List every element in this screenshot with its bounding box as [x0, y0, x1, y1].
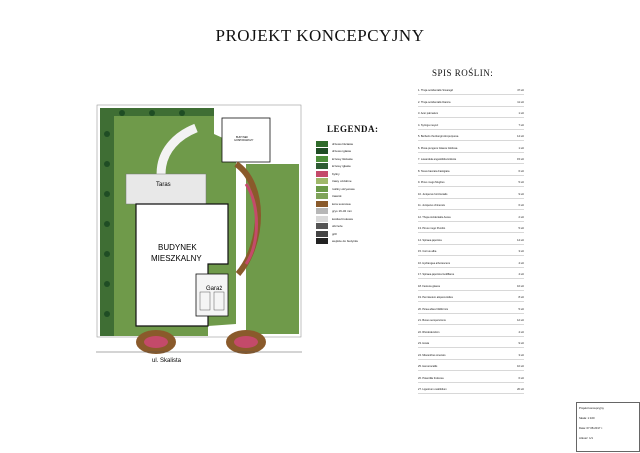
plant-qty: 11 szt: [517, 100, 524, 104]
legend-swatch: [316, 148, 328, 154]
plant-row: [418, 157, 524, 164]
plant-row: [418, 376, 524, 383]
plant-row: [418, 318, 524, 325]
legend-item: [316, 178, 352, 185]
plant-row: [418, 261, 524, 268]
plant-qty: 12 szt: [517, 319, 524, 322]
legend-swatch: [316, 171, 328, 177]
legend-item: [316, 185, 355, 192]
legend-label: grys 16-32 mm: [332, 209, 353, 213]
title-block: [576, 402, 640, 452]
bottom-bed-left-inner: [144, 336, 168, 348]
plant-name: 18. Festuca glauca: [418, 284, 440, 288]
plant-row: [418, 100, 524, 107]
legend-label: kora sosnowa: [332, 201, 351, 206]
plant-qty: 2 szt: [518, 215, 524, 219]
plant-name: 26. Potentilla fruticosa: [418, 376, 444, 380]
plant-qty: 6 szt: [518, 169, 524, 173]
legend-swatch: [316, 201, 328, 207]
street-label: ul. Skalista: [152, 358, 182, 364]
legend-item: [316, 208, 352, 215]
plant-row: [418, 249, 524, 256]
plant-row: [418, 238, 524, 245]
plant-row: [418, 88, 524, 95]
plant-name: 8. Taxus baccata Fastigiata: [418, 169, 450, 173]
plant-row: [418, 123, 524, 130]
legend-title: LEGENDA:: [327, 124, 379, 134]
building-label-line2: MIESZKALNY: [151, 254, 202, 263]
legend-item: [316, 148, 351, 155]
plant-name: 25. Hemerocallis: [418, 365, 438, 368]
shed-label-line1: BUDYNEK: [236, 136, 249, 139]
legend-swatch: [316, 231, 328, 237]
legend-label: wejście do budynku: [332, 239, 359, 243]
legend-swatch: [316, 238, 328, 244]
plant-qty: 14 szt: [517, 238, 524, 242]
legend-item: [316, 230, 337, 237]
legend-swatch: [316, 186, 328, 192]
plant-row: [418, 341, 524, 348]
plant-qty: 6 szt: [518, 376, 524, 380]
plant-row: [418, 111, 524, 118]
legend-label: krzewy liściaste: [332, 156, 353, 161]
legend-swatch: [316, 208, 328, 214]
plant-qty: 20 szt: [517, 388, 524, 391]
plant-name: 10. Juniperus horizontalis: [418, 192, 448, 196]
plant-name: 17. Spiraea japonica Goldflame: [418, 273, 455, 276]
plant-qty: 5 szt: [518, 181, 524, 184]
plant-row: [418, 284, 524, 291]
plant-name: 23. Hosta: [418, 342, 430, 345]
plant-name: 27. Ligustrum ovalifolium: [418, 388, 447, 391]
legend-item: [316, 170, 340, 177]
plant-qty: 3 szt: [518, 250, 524, 253]
plant-qty: 4 szt: [518, 330, 524, 334]
plant-row: [418, 192, 524, 199]
plant-row: [418, 203, 524, 210]
plant-row: [418, 146, 524, 153]
plant-row: [418, 387, 524, 394]
plant-row: [418, 226, 524, 233]
plant-name: 20. Picea abies Nidiformis: [418, 307, 448, 311]
legend-swatch: [316, 156, 328, 162]
legend-item: [316, 215, 353, 222]
plant-qty: 4 szt: [518, 261, 524, 265]
plant-row: [418, 295, 524, 302]
legend-label: krzewy iglaste: [332, 164, 351, 168]
plant-qty: 10 szt: [517, 365, 524, 368]
plant-name: 9. Pinus mugo Mughus: [418, 181, 445, 184]
legend-label: drzewo iglaste: [332, 149, 352, 153]
plant-qty: 14 szt: [517, 135, 524, 138]
plant-row: [418, 169, 524, 176]
plant-row: [418, 272, 524, 279]
title-block-row: Projekt koncepcyjny: [579, 406, 604, 410]
legend-label: byliny: [332, 171, 340, 176]
site-plan: [96, 104, 302, 366]
plant-qty: 16 szt: [517, 284, 524, 288]
plant-name: 4. Syringa meyeri: [418, 123, 439, 127]
plant-name: 15. Cornus alba: [418, 250, 437, 253]
plant-name: 22. Rhododendron: [418, 330, 440, 334]
bottom-bed-right-inner: [234, 336, 258, 348]
plants-title: SPIS ROŚLIN:: [432, 68, 494, 78]
plant-name: 24. Miscanthus sinensis: [418, 353, 446, 357]
plant-row: [418, 180, 524, 187]
plant-qty: 3 szt: [518, 353, 524, 357]
legend-label: trawy ozdobne: [332, 179, 352, 183]
legend-swatch: [316, 193, 328, 199]
plant-qty: 7 szt: [518, 123, 524, 127]
plant-qty: 9 szt: [518, 192, 524, 196]
building-label-line1: BUDYNEK: [158, 243, 197, 252]
plant-name: 19. Pennisetum alopecuroides: [418, 296, 453, 299]
terrace-label: Taras: [156, 182, 171, 188]
plant-qty: 47 szt: [517, 89, 524, 92]
hedge-top: [100, 108, 214, 116]
plant-name: 12. Thuja occidentalis Aurea: [418, 215, 451, 219]
legend-label: grill: [332, 231, 337, 236]
plant-name: 7. Lavandula angustifolia Hidcote: [418, 158, 457, 161]
legend-item: [316, 238, 358, 245]
page-title: PROJEKT KONCEPCYJNY: [215, 26, 425, 45]
legend-label: trawnik: [332, 194, 342, 198]
plant-name: 11. Juniperus chinensis: [418, 204, 445, 207]
plant-name: 13. Pinus mugo Pumilio: [418, 227, 446, 230]
title-block-row: Skala: 1:100: [579, 416, 595, 420]
plant-name: 3. Acer palmatum: [418, 112, 439, 115]
garage-label: Garaż: [206, 286, 223, 292]
plant-row: [418, 134, 524, 141]
legend-label: obrzeże: [332, 224, 343, 228]
legend-item: [316, 155, 353, 162]
terrace: [126, 174, 206, 204]
plant-qty: 9 szt: [518, 342, 524, 345]
plant-qty: 5 szt: [518, 227, 524, 230]
shed-label-line2: GOSPODARCZY: [234, 139, 254, 142]
plant-qty: 15 szt: [517, 158, 524, 161]
legend-swatch: [316, 223, 328, 229]
plant-name: 2. Thuja occidentalis Danica: [418, 100, 451, 104]
plant-row: [418, 353, 524, 360]
legend-swatch: [316, 141, 328, 147]
legend-item: [316, 223, 343, 230]
plant-name: 1. Thuja occidentalis Smaragd: [418, 89, 453, 92]
plant-row: [418, 215, 524, 222]
plant-name: 21. Buxus sempervirens: [418, 319, 446, 322]
legend-swatch: [316, 178, 328, 184]
plant-qty: 8 szt: [518, 296, 524, 299]
plant-qty: 4 szt: [518, 273, 524, 276]
legend-swatch: [316, 216, 328, 222]
legend-item: [316, 200, 351, 207]
legend-item: [316, 163, 351, 170]
plant-qty: 1 szt: [518, 112, 524, 115]
plant-qty: 1 szt: [518, 146, 524, 150]
plant-name: 14. Spiraea japonica: [418, 238, 442, 242]
title-block-row: Data: 07.08.2017 r.: [579, 426, 603, 430]
garage: [196, 274, 228, 316]
legend-label: kostka brukowa: [332, 216, 353, 221]
legend-item: [316, 193, 342, 200]
plant-name: 16. Hydrangea arborescens: [418, 261, 451, 265]
legend-swatch: [316, 163, 328, 169]
plant-name: 6. Picea pungens Glauca Globosa: [418, 146, 458, 150]
plant-qty: 6 szt: [518, 204, 524, 207]
legend-item: [316, 140, 353, 147]
plant-qty: 5 szt: [518, 307, 524, 311]
legend-label: drzewo liściaste: [332, 141, 354, 146]
plant-name: 5. Berberis thunbergii Atropurpurea: [418, 135, 459, 138]
plant-row: [418, 364, 524, 371]
plant-row: [418, 307, 524, 314]
title-block-row: Arkusz: 1/1: [579, 436, 593, 440]
legend-label: rośliny okrywowe: [332, 186, 355, 191]
plant-row: [418, 330, 524, 337]
